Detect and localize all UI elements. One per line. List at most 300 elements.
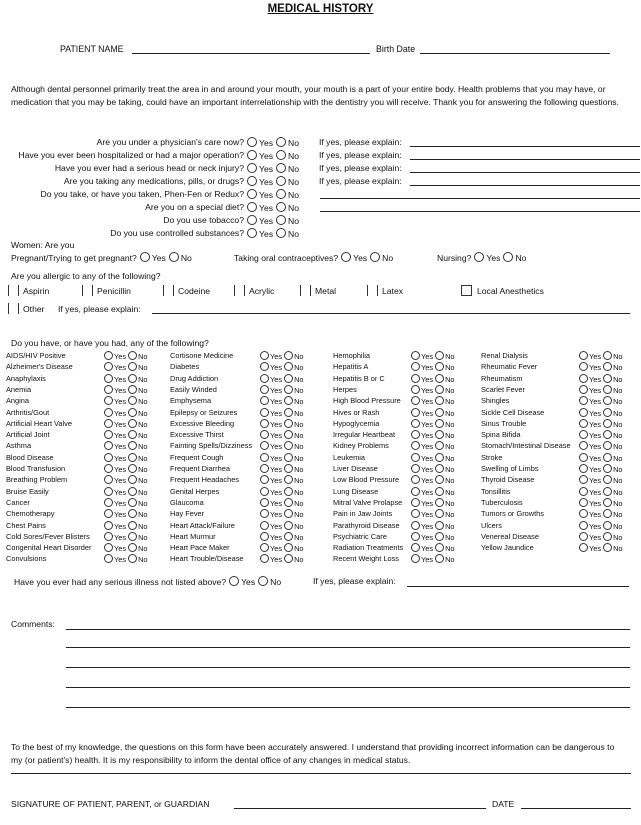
condition-yes-radio[interactable] xyxy=(579,385,588,394)
condition-no-radio[interactable] xyxy=(603,408,612,417)
condition-yes-radio[interactable] xyxy=(104,453,113,462)
condition-no-radio[interactable] xyxy=(284,453,293,462)
explain-field[interactable] xyxy=(410,185,640,186)
condition-no-radio[interactable] xyxy=(284,475,293,484)
condition-no-radio[interactable] xyxy=(128,521,137,530)
condition-no-radio[interactable] xyxy=(284,374,293,383)
condition-yes-radio[interactable] xyxy=(579,498,588,507)
condition-yes-radio[interactable] xyxy=(260,396,269,405)
question-no-radio[interactable] xyxy=(276,176,286,186)
serious-illness-explain-field[interactable] xyxy=(407,586,629,587)
condition-yes-no xyxy=(102,487,148,497)
condition-no-radio[interactable] xyxy=(435,453,444,462)
yes-label: Yes xyxy=(421,431,434,441)
yes-label: Yes xyxy=(114,498,127,508)
condition-yes-radio[interactable] xyxy=(104,351,113,360)
allergy-checkbox[interactable] xyxy=(300,285,311,296)
condition-yes-radio[interactable] xyxy=(260,498,269,507)
allergy-checkbox[interactable] xyxy=(234,285,245,296)
condition-yes-radio[interactable] xyxy=(104,509,113,518)
condition-no-radio[interactable] xyxy=(128,419,137,428)
no-label: No xyxy=(445,442,455,452)
condition-yes-radio[interactable] xyxy=(104,419,113,428)
condition-yes-radio[interactable] xyxy=(579,362,588,371)
condition-no-radio[interactable] xyxy=(128,532,137,541)
yes-no-group xyxy=(244,215,299,226)
condition-no-radio[interactable] xyxy=(435,509,444,518)
condition-no-radio[interactable] xyxy=(603,362,612,371)
condition-yes-no xyxy=(577,430,623,440)
explain-field[interactable] xyxy=(410,159,640,160)
condition-no-radio[interactable] xyxy=(603,521,612,530)
condition-yes-radio[interactable] xyxy=(411,396,420,405)
explain-field[interactable] xyxy=(320,211,640,212)
condition-yes-no xyxy=(409,532,455,542)
condition-no-radio[interactable] xyxy=(284,554,293,563)
comments-line[interactable] xyxy=(66,687,630,688)
condition-no-radio[interactable] xyxy=(284,521,293,530)
yes-label: Yes xyxy=(114,521,127,531)
condition-no-radio[interactable] xyxy=(128,408,137,417)
question-no-radio[interactable] xyxy=(276,189,286,199)
condition-yes-no xyxy=(102,419,148,429)
condition-label: Stroke xyxy=(481,452,503,462)
condition-no-radio[interactable] xyxy=(128,475,137,484)
condition-yes-radio[interactable] xyxy=(579,408,588,417)
no-label: No xyxy=(445,352,455,361)
no-label: No xyxy=(294,385,304,395)
allergy-explain-field[interactable] xyxy=(152,313,630,314)
condition-yes-radio[interactable] xyxy=(411,532,420,541)
question-yes-radio[interactable] xyxy=(247,150,257,160)
condition-label: Hepatitis B or C xyxy=(333,373,385,383)
condition-no-radio[interactable] xyxy=(435,532,444,541)
condition-no-radio[interactable] xyxy=(603,430,612,439)
condition-yes-radio[interactable] xyxy=(411,475,420,484)
condition-yes-radio[interactable] xyxy=(579,453,588,462)
allergy-checkbox[interactable] xyxy=(82,285,93,296)
condition-yes-radio[interactable] xyxy=(579,521,588,530)
condition-label: Asthma xyxy=(6,441,32,451)
condition-label: Convulsions xyxy=(6,554,47,564)
condition-yes-radio[interactable] xyxy=(104,464,113,473)
condition-no-radio[interactable] xyxy=(284,441,293,450)
condition-label: High Blood Pressure xyxy=(333,396,401,406)
condition-yes-no xyxy=(577,408,623,418)
condition-no-radio[interactable] xyxy=(128,374,137,383)
condition-yes-radio[interactable] xyxy=(260,441,269,450)
condition-no-radio[interactable] xyxy=(284,543,293,552)
signature-label: SIGNATURE OF PATIENT, PARENT, or GUARDIAN xyxy=(11,799,210,809)
condition-no-radio[interactable] xyxy=(284,385,293,394)
condition-no-radio[interactable] xyxy=(128,487,137,496)
yes-no-group xyxy=(244,228,299,239)
condition-yes-radio[interactable] xyxy=(260,374,269,383)
no-label: No xyxy=(288,151,300,161)
condition-label: Blood Transfusion xyxy=(6,464,66,473)
condition-no-radio[interactable] xyxy=(435,374,444,383)
nursing-no-radio[interactable] xyxy=(503,252,513,262)
question-no-radio[interactable] xyxy=(276,137,286,147)
condition-yes-radio[interactable] xyxy=(260,351,269,360)
condition-label: Anaphylaxis xyxy=(6,373,46,383)
condition-label: Cold Sores/Fever Blisters xyxy=(6,531,90,541)
yes-no-group xyxy=(244,202,299,213)
signature-field[interactable] xyxy=(234,808,486,809)
question-yes-radio[interactable] xyxy=(247,228,257,238)
explain-field[interactable] xyxy=(410,172,640,173)
pregnant-yes-radio[interactable] xyxy=(140,252,150,262)
comments-line[interactable] xyxy=(66,629,630,630)
no-label: No xyxy=(138,465,148,474)
condition-yes-radio[interactable] xyxy=(411,554,420,563)
no-label: No xyxy=(294,431,304,441)
comments-line[interactable] xyxy=(66,667,630,668)
condition-yes-no xyxy=(409,396,455,406)
condition-no-radio[interactable] xyxy=(603,475,612,484)
condition-yes-radio[interactable] xyxy=(411,464,420,473)
condition-label: Spina Bifida xyxy=(481,430,521,440)
yes-label: Yes xyxy=(353,253,368,263)
condition-yes-radio[interactable] xyxy=(104,385,113,394)
condition-label: Breathing Problem xyxy=(6,475,68,485)
no-label: No xyxy=(294,465,304,474)
condition-yes-radio[interactable] xyxy=(579,475,588,484)
comments-line[interactable] xyxy=(66,707,630,708)
condition-yes-radio[interactable] xyxy=(411,509,420,518)
allergy-checkbox[interactable] xyxy=(461,285,472,296)
question-no-radio[interactable] xyxy=(276,215,286,225)
condition-no-radio[interactable] xyxy=(603,396,612,405)
question-label: Are you taking any medications, pills, or drugs? xyxy=(63,176,244,186)
condition-yes-radio[interactable] xyxy=(260,475,269,484)
condition-yes-no xyxy=(102,385,148,395)
condition-no-radio[interactable] xyxy=(435,408,444,417)
condition-label: Rheumatic Fever xyxy=(481,362,538,372)
condition-yes-radio[interactable] xyxy=(411,374,420,383)
condition-no-radio[interactable] xyxy=(435,543,444,552)
condition-yes-no xyxy=(409,487,455,497)
yes-label: Yes xyxy=(114,363,127,373)
yes-label: Yes xyxy=(259,164,274,174)
condition-yes-radio[interactable] xyxy=(411,351,420,360)
nursing-yes-radio[interactable] xyxy=(474,252,484,262)
condition-yes-radio[interactable] xyxy=(260,453,269,462)
allergy-label: Metal xyxy=(315,286,337,296)
condition-no-radio[interactable] xyxy=(128,543,137,552)
question-yes-radio[interactable] xyxy=(247,215,257,225)
condition-no-radio[interactable] xyxy=(128,362,137,371)
condition-no-radio[interactable] xyxy=(284,430,293,439)
condition-yes-radio[interactable] xyxy=(579,419,588,428)
yes-label: Yes xyxy=(421,374,434,384)
condition-label: AIDS/HIV Positive xyxy=(6,351,66,360)
condition-no-radio[interactable] xyxy=(603,453,612,462)
condition-no-radio[interactable] xyxy=(128,351,137,360)
allergy-other-checkbox[interactable] xyxy=(8,303,19,314)
condition-no-radio[interactable] xyxy=(128,385,137,394)
explain-field[interactable] xyxy=(320,198,640,199)
allergy-checkbox[interactable] xyxy=(163,285,174,296)
condition-no-radio[interactable] xyxy=(128,453,137,462)
condition-no-radio[interactable] xyxy=(435,487,444,496)
condition-yes-no xyxy=(577,475,623,485)
condition-no-radio[interactable] xyxy=(435,475,444,484)
no-label: No xyxy=(138,521,148,531)
condition-yes-radio[interactable] xyxy=(260,543,269,552)
condition-no-radio[interactable] xyxy=(435,521,444,530)
comments-line[interactable] xyxy=(66,647,630,648)
yes-label: Yes xyxy=(114,532,127,542)
condition-yes-radio[interactable] xyxy=(104,543,113,552)
condition-yes-radio[interactable] xyxy=(579,396,588,405)
condition-no-radio[interactable] xyxy=(435,396,444,405)
condition-no-radio[interactable] xyxy=(128,396,137,405)
condition-label: Frequent Diarrhea xyxy=(170,464,230,473)
condition-yes-no xyxy=(258,521,304,531)
condition-yes-radio[interactable] xyxy=(579,532,588,541)
explain-field[interactable] xyxy=(410,146,640,147)
condition-yes-radio[interactable] xyxy=(411,521,420,530)
no-label: No xyxy=(138,363,148,373)
yes-label: Yes xyxy=(589,374,602,384)
condition-label: Diabetes xyxy=(170,362,200,372)
condition-yes-no xyxy=(102,453,148,463)
condition-label: Artificial Joint xyxy=(6,430,50,440)
condition-yes-radio[interactable] xyxy=(104,441,113,450)
condition-no-radio[interactable] xyxy=(284,351,293,360)
condition-yes-radio[interactable] xyxy=(104,374,113,383)
condition-no-radio[interactable] xyxy=(603,509,612,518)
yes-label: Yes xyxy=(270,385,283,395)
condition-no-radio[interactable] xyxy=(128,509,137,518)
yes-label: Yes xyxy=(114,544,127,554)
condition-yes-radio[interactable] xyxy=(104,487,113,496)
condition-no-radio[interactable] xyxy=(603,419,612,428)
condition-no-radio[interactable] xyxy=(603,487,612,496)
condition-no-radio[interactable] xyxy=(284,498,293,507)
condition-yes-radio[interactable] xyxy=(411,441,420,450)
condition-yes-radio[interactable] xyxy=(579,487,588,496)
condition-yes-radio[interactable] xyxy=(104,521,113,530)
condition-yes-radio[interactable] xyxy=(579,351,588,360)
condition-label: Chest Pains xyxy=(6,520,46,530)
condition-yes-no xyxy=(258,453,304,463)
condition-no-radio[interactable] xyxy=(603,351,612,360)
question-no-radio[interactable] xyxy=(276,202,286,212)
condition-no-radio[interactable] xyxy=(603,374,612,383)
condition-no-radio[interactable] xyxy=(603,464,612,473)
no-label: No xyxy=(382,253,394,263)
condition-yes-no xyxy=(102,396,148,406)
condition-yes-radio[interactable] xyxy=(411,362,420,371)
condition-no-radio[interactable] xyxy=(603,543,612,552)
allergy-item xyxy=(82,285,131,296)
serious-illness-explain-label: If yes, please explain: xyxy=(313,576,396,586)
yes-label: Yes xyxy=(114,442,127,452)
no-label: No xyxy=(294,487,304,497)
yes-label: Yes xyxy=(421,363,434,373)
condition-no-radio[interactable] xyxy=(435,498,444,507)
no-label: No xyxy=(138,385,148,395)
condition-yes-radio[interactable] xyxy=(411,498,420,507)
condition-yes-radio[interactable] xyxy=(104,475,113,484)
condition-no-radio[interactable] xyxy=(284,509,293,518)
condition-no-radio[interactable] xyxy=(435,464,444,473)
condition-no-radio[interactable] xyxy=(284,532,293,541)
condition-yes-radio[interactable] xyxy=(260,532,269,541)
condition-no-radio[interactable] xyxy=(284,419,293,428)
condition-yes-radio[interactable] xyxy=(579,543,588,552)
condition-yes-radio[interactable] xyxy=(579,430,588,439)
condition-no-radio[interactable] xyxy=(284,487,293,496)
condition-label: Cortisone Medicine xyxy=(170,351,234,360)
no-label: No xyxy=(613,476,623,486)
yes-label: Yes xyxy=(421,555,434,565)
condition-yes-radio[interactable] xyxy=(579,374,588,383)
condition-label: Renal Dialysis xyxy=(481,351,528,360)
patient-name-field[interactable] xyxy=(132,53,370,54)
condition-yes-radio[interactable] xyxy=(260,521,269,530)
condition-no-radio[interactable] xyxy=(284,362,293,371)
no-label: No xyxy=(613,498,623,508)
condition-no-radio[interactable] xyxy=(435,419,444,428)
condition-yes-radio[interactable] xyxy=(104,430,113,439)
condition-no-radio[interactable] xyxy=(128,554,137,563)
question-yes-radio[interactable] xyxy=(247,163,257,173)
yes-label: Yes xyxy=(421,465,434,474)
condition-yes-radio[interactable] xyxy=(104,396,113,405)
date-field[interactable] xyxy=(521,808,631,809)
condition-label: Emphysema xyxy=(170,396,212,406)
contraceptive-yes-radio[interactable] xyxy=(341,252,351,262)
allergy-item xyxy=(367,285,403,296)
explain-label: If yes, please explain: xyxy=(319,150,402,160)
condition-no-radio[interactable] xyxy=(128,498,137,507)
condition-yes-radio[interactable] xyxy=(260,554,269,563)
condition-yes-no xyxy=(102,475,148,485)
condition-no-radio[interactable] xyxy=(128,430,137,439)
condition-no-radio[interactable] xyxy=(435,430,444,439)
condition-no-radio[interactable] xyxy=(128,464,137,473)
question-no-radio[interactable] xyxy=(276,228,286,238)
yes-label: Yes xyxy=(589,352,602,361)
condition-yes-radio[interactable] xyxy=(411,419,420,428)
attestation-text: To the best of my knowledge, the questions on this form have been accurately answered. I understand that providing incorrect information can be dangerous to my (or patient's) health. It is my responsibility to inform the dental office of any changes in medical status. xyxy=(11,742,615,765)
no-label: No xyxy=(613,419,623,429)
condition-label: Venereal Disease xyxy=(481,531,539,541)
contraceptive-no-radio[interactable] xyxy=(370,252,380,262)
condition-no-radio[interactable] xyxy=(284,464,293,473)
condition-yes-radio[interactable] xyxy=(260,464,269,473)
condition-label: Epilepsy or Seizures xyxy=(170,407,238,417)
condition-no-radio[interactable] xyxy=(284,396,293,405)
condition-yes-no xyxy=(409,475,455,485)
pregnant-no-radio[interactable] xyxy=(169,252,179,262)
no-label: No xyxy=(294,521,304,531)
condition-no-radio[interactable] xyxy=(435,554,444,563)
no-label: No xyxy=(613,352,623,361)
yes-label: Yes xyxy=(589,521,602,531)
condition-yes-radio[interactable] xyxy=(579,464,588,473)
form-title: MEDICAL HISTORY xyxy=(267,3,374,15)
condition-yes-radio[interactable] xyxy=(411,408,420,417)
condition-yes-radio[interactable] xyxy=(260,419,269,428)
condition-label: Heart Attack/Failure xyxy=(170,520,235,530)
yes-label: Yes xyxy=(421,487,434,497)
condition-yes-radio[interactable] xyxy=(411,487,420,496)
condition-yes-radio[interactable] xyxy=(579,509,588,518)
serious-illness-no-radio[interactable] xyxy=(258,576,268,586)
serious-illness-yes-radio[interactable] xyxy=(229,576,239,586)
question-yes-radio[interactable] xyxy=(247,137,257,147)
condition-label: Heart Trouble/Disease xyxy=(170,554,244,564)
condition-yes-no xyxy=(577,509,623,519)
condition-yes-radio[interactable] xyxy=(260,362,269,371)
condition-yes-radio[interactable] xyxy=(260,430,269,439)
condition-no-radio[interactable] xyxy=(435,441,444,450)
condition-yes-radio[interactable] xyxy=(104,498,113,507)
allergy-checkbox[interactable] xyxy=(8,285,19,296)
condition-no-radio[interactable] xyxy=(128,441,137,450)
no-label: No xyxy=(138,510,148,520)
condition-no-radio[interactable] xyxy=(603,498,612,507)
condition-yes-radio[interactable] xyxy=(104,532,113,541)
yes-label: Yes xyxy=(114,374,127,384)
condition-yes-no xyxy=(102,532,148,542)
condition-no-radio[interactable] xyxy=(435,351,444,360)
condition-no-radio[interactable] xyxy=(603,385,612,394)
question-yes-radio[interactable] xyxy=(247,202,257,212)
condition-no-radio[interactable] xyxy=(284,408,293,417)
condition-yes-radio[interactable] xyxy=(260,408,269,417)
yes-no-group xyxy=(244,150,299,161)
condition-yes-radio[interactable] xyxy=(411,385,420,394)
date-label: DATE xyxy=(492,799,515,809)
question-no-radio[interactable] xyxy=(276,150,286,160)
yes-label: Yes xyxy=(114,352,127,361)
condition-label: Recent Weight Loss xyxy=(333,554,400,564)
condition-no-radio[interactable] xyxy=(603,532,612,541)
birth-date-field[interactable] xyxy=(420,53,610,54)
condition-yes-no xyxy=(409,521,455,531)
condition-yes-radio[interactable] xyxy=(104,554,113,563)
condition-no-radio[interactable] xyxy=(603,441,612,450)
condition-yes-radio[interactable] xyxy=(579,441,588,450)
yes-label: Yes xyxy=(421,352,434,361)
condition-yes-no xyxy=(577,543,623,553)
condition-yes-radio[interactable] xyxy=(260,385,269,394)
condition-yes-radio[interactable] xyxy=(104,408,113,417)
condition-no-radio[interactable] xyxy=(435,385,444,394)
condition-yes-radio[interactable] xyxy=(260,487,269,496)
condition-yes-radio[interactable] xyxy=(260,509,269,518)
condition-yes-no xyxy=(258,554,304,564)
condition-yes-radio[interactable] xyxy=(411,430,420,439)
no-label: No xyxy=(288,177,300,187)
question-label: Have you ever been hospitalized or had a major operation? xyxy=(18,150,244,160)
condition-label: Chemotherapy xyxy=(6,509,55,519)
yes-label: Yes xyxy=(589,419,602,429)
condition-yes-radio[interactable] xyxy=(411,453,420,462)
condition-no-radio[interactable] xyxy=(435,362,444,371)
allergy-checkbox[interactable] xyxy=(367,285,378,296)
question-yes-radio[interactable] xyxy=(247,176,257,186)
condition-yes-radio[interactable] xyxy=(104,362,113,371)
question-yes-radio[interactable] xyxy=(247,189,257,199)
condition-yes-radio[interactable] xyxy=(411,543,420,552)
question-no-radio[interactable] xyxy=(276,163,286,173)
